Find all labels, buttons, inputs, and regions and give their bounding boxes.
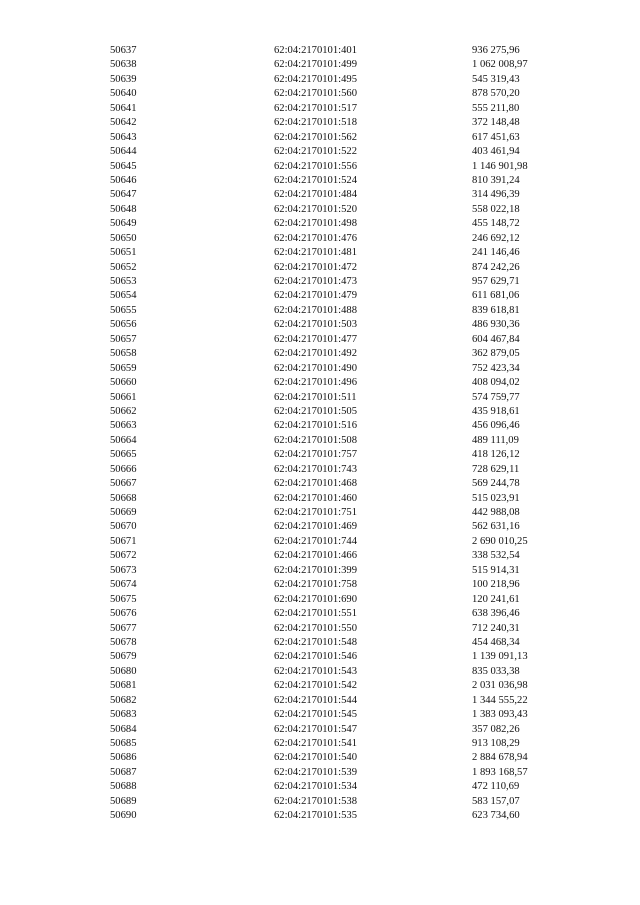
cadastral-value: 752 423,34 — [472, 362, 520, 374]
row-number: 50686 — [110, 752, 137, 764]
cadastral-number: 62:04:2170101:517 — [274, 102, 357, 114]
cadastral-value: 545 319,43 — [472, 73, 520, 85]
table-row — [0, 347, 640, 361]
table-row — [0, 448, 640, 462]
cadastral-value: 1 146 901,98 — [472, 160, 528, 172]
row-number: 50677 — [110, 622, 137, 634]
cadastral-value: 2 884 678,94 — [472, 752, 528, 764]
cadastral-value: 611 681,06 — [472, 290, 520, 302]
table-row — [0, 679, 640, 693]
row-number: 50644 — [110, 146, 137, 158]
cadastral-value: 1 383 093,43 — [472, 709, 528, 721]
cadastral-value: 638 396,46 — [472, 608, 520, 620]
row-number: 50680 — [110, 665, 137, 677]
cadastral-number: 62:04:2170101:520 — [274, 203, 357, 215]
cadastral-number: 62:04:2170101:548 — [274, 636, 357, 648]
cadastral-value: 246 692,12 — [472, 232, 520, 244]
cadastral-number: 62:04:2170101:757 — [274, 449, 357, 461]
cadastral-value: 2 690 010,25 — [472, 535, 528, 547]
cadastral-number: 62:04:2170101:479 — [274, 290, 357, 302]
row-number: 50667 — [110, 478, 137, 490]
table-row — [0, 665, 640, 679]
table-row — [0, 58, 640, 72]
table-row — [0, 232, 640, 246]
cadastral-value: 455 148,72 — [472, 218, 520, 230]
data-table — [0, 44, 640, 824]
cadastral-value: 957 629,71 — [472, 276, 520, 287]
cadastral-number: 62:04:2170101:516 — [274, 420, 357, 432]
row-number: 50638 — [110, 59, 137, 71]
row-number: 50673 — [110, 564, 137, 576]
cadastral-number: 62:04:2170101:460 — [274, 492, 357, 504]
table-row — [0, 304, 640, 318]
cadastral-number: 62:04:2170101:550 — [274, 622, 357, 634]
cadastral-value: 874 242,26 — [472, 261, 520, 273]
cadastral-number: 62:04:2170101:540 — [274, 752, 357, 764]
row-number: 50678 — [110, 636, 137, 648]
table-row — [0, 333, 640, 347]
row-number: 50669 — [110, 507, 137, 518]
row-number: 50671 — [110, 535, 137, 547]
cadastral-number: 62:04:2170101:498 — [274, 218, 357, 230]
table-row — [0, 246, 640, 260]
cadastral-number: 62:04:2170101:544 — [274, 694, 357, 706]
row-number: 50641 — [110, 102, 137, 114]
row-number: 50679 — [110, 651, 137, 663]
cadastral-number: 62:04:2170101:545 — [274, 709, 357, 721]
cadastral-value: 835 033,38 — [472, 665, 520, 677]
row-number: 50651 — [110, 247, 137, 259]
table-row — [0, 376, 640, 390]
cadastral-number: 62:04:2170101:495 — [274, 73, 357, 85]
cadastral-number: 62:04:2170101:484 — [274, 189, 357, 201]
cadastral-number: 62:04:2170101:503 — [274, 319, 357, 331]
cadastral-number: 62:04:2170101:469 — [274, 521, 357, 533]
cadastral-value: 100 218,96 — [472, 579, 520, 591]
row-number: 50657 — [110, 333, 137, 345]
cadastral-value: 403 461,94 — [472, 146, 520, 158]
table-row — [0, 549, 640, 563]
cadastral-value: 712 240,31 — [472, 622, 520, 634]
cadastral-value: 241 146,46 — [472, 247, 520, 259]
table-row — [0, 217, 640, 231]
table-row — [0, 506, 640, 520]
row-number: 50665 — [110, 449, 137, 461]
cadastral-number: 62:04:2170101:505 — [274, 405, 357, 417]
cadastral-value: 472 110,69 — [472, 781, 520, 793]
row-number: 50664 — [110, 434, 137, 446]
table-row — [0, 275, 640, 289]
cadastral-value: 574 759,77 — [472, 391, 520, 403]
cadastral-value: 362 879,05 — [472, 348, 520, 360]
row-number: 50682 — [110, 694, 137, 706]
table-row — [0, 203, 640, 217]
cadastral-number: 62:04:2170101:560 — [274, 88, 357, 100]
cadastral-value: 569 244,78 — [472, 478, 520, 490]
table-row — [0, 44, 640, 58]
table-row — [0, 564, 640, 578]
cadastral-number: 62:04:2170101:541 — [274, 738, 357, 749]
cadastral-value: 435 918,61 — [472, 405, 520, 417]
cadastral-value: 515 914,31 — [472, 564, 520, 576]
table-row — [0, 708, 640, 722]
row-number: 50674 — [110, 579, 137, 591]
cadastral-value: 1 062 008,97 — [472, 59, 528, 71]
cadastral-number: 62:04:2170101:547 — [274, 723, 357, 735]
row-number: 50684 — [110, 723, 137, 735]
table-row — [0, 87, 640, 101]
row-number: 50637 — [110, 45, 137, 56]
row-number: 50649 — [110, 218, 137, 230]
cadastral-number: 62:04:2170101:399 — [274, 564, 357, 576]
row-number: 50676 — [110, 608, 137, 620]
cadastral-value: 562 631,16 — [472, 521, 520, 533]
cadastral-number: 62:04:2170101:401 — [274, 45, 357, 56]
cadastral-number: 62:04:2170101:508 — [274, 434, 357, 446]
cadastral-value: 486 930,36 — [472, 319, 520, 331]
cadastral-number: 62:04:2170101:466 — [274, 550, 357, 562]
row-number: 50652 — [110, 261, 137, 273]
row-number: 50683 — [110, 709, 137, 721]
row-number: 50643 — [110, 131, 137, 143]
table-row — [0, 593, 640, 607]
cadastral-value: 839 618,81 — [472, 304, 520, 316]
cadastral-number: 62:04:2170101:476 — [274, 232, 357, 244]
cadastral-value: 810 391,24 — [472, 174, 520, 186]
cadastral-number: 62:04:2170101:751 — [274, 507, 357, 518]
cadastral-number: 62:04:2170101:468 — [274, 478, 357, 490]
cadastral-number: 62:04:2170101:562 — [274, 131, 357, 143]
cadastral-value: 456 096,46 — [472, 420, 520, 432]
row-number: 50650 — [110, 232, 137, 244]
cadastral-value: 583 157,07 — [472, 795, 520, 807]
table-row — [0, 607, 640, 621]
cadastral-value: 418 126,12 — [472, 449, 520, 461]
table-row — [0, 391, 640, 405]
table-row — [0, 694, 640, 708]
table-row — [0, 362, 640, 376]
row-number: 50670 — [110, 521, 137, 533]
cadastral-value: 489 111,09 — [472, 434, 519, 446]
table-row — [0, 795, 640, 809]
table-row — [0, 405, 640, 419]
row-number: 50639 — [110, 73, 137, 85]
cadastral-number: 62:04:2170101:511 — [274, 391, 357, 403]
cadastral-value: 728 629,11 — [472, 463, 520, 475]
table-row — [0, 188, 640, 202]
cadastral-value: 623 734,60 — [472, 810, 520, 822]
table-row — [0, 535, 640, 549]
row-number: 50646 — [110, 174, 137, 186]
cadastral-value: 357 082,26 — [472, 723, 520, 735]
table-row — [0, 520, 640, 534]
cadastral-number: 62:04:2170101:490 — [274, 362, 357, 374]
row-number: 50663 — [110, 420, 137, 432]
table-row — [0, 636, 640, 650]
cadastral-value: 1 344 555,22 — [472, 694, 528, 706]
table-row — [0, 737, 640, 751]
row-number: 50668 — [110, 492, 137, 504]
cadastral-number: 62:04:2170101:472 — [274, 261, 357, 273]
cadastral-number: 62:04:2170101:524 — [274, 174, 357, 186]
table-row — [0, 145, 640, 159]
row-number: 50645 — [110, 160, 137, 172]
row-number: 50656 — [110, 319, 137, 331]
table-row — [0, 766, 640, 780]
table-row — [0, 289, 640, 303]
row-number: 50647 — [110, 189, 137, 201]
cadastral-number: 62:04:2170101:499 — [274, 59, 357, 71]
row-number: 50662 — [110, 405, 137, 417]
cadastral-number: 62:04:2170101:534 — [274, 781, 357, 793]
row-number: 50642 — [110, 117, 137, 129]
row-number: 50672 — [110, 550, 137, 562]
cadastral-number: 62:04:2170101:543 — [274, 665, 357, 677]
row-number: 50690 — [110, 810, 137, 822]
cadastral-number: 62:04:2170101:546 — [274, 651, 357, 663]
table-row — [0, 419, 640, 433]
table-row — [0, 73, 640, 87]
cadastral-value: 408 094,02 — [472, 377, 520, 389]
cadastral-number: 62:04:2170101:551 — [274, 608, 357, 620]
row-number: 50654 — [110, 290, 137, 302]
table-row — [0, 492, 640, 506]
cadastral-value: 372 148,48 — [472, 117, 520, 129]
table-row — [0, 261, 640, 275]
row-number: 50653 — [110, 276, 137, 287]
table-row — [0, 578, 640, 592]
row-number: 50689 — [110, 795, 137, 807]
cadastral-number: 62:04:2170101:538 — [274, 795, 357, 807]
cadastral-value: 936 275,96 — [472, 45, 520, 56]
table-row — [0, 116, 640, 130]
row-number: 50659 — [110, 362, 137, 374]
row-number: 50687 — [110, 766, 137, 778]
row-number: 50675 — [110, 593, 137, 605]
cadastral-value: 314 496,39 — [472, 189, 520, 201]
table-row — [0, 780, 640, 794]
cadastral-value: 604 467,84 — [472, 333, 520, 345]
cadastral-number: 62:04:2170101:496 — [274, 377, 357, 389]
table-row — [0, 650, 640, 664]
table-row — [0, 622, 640, 636]
table-row — [0, 160, 640, 174]
table-row — [0, 463, 640, 477]
cadastral-number: 62:04:2170101:539 — [274, 766, 357, 778]
row-number: 50666 — [110, 463, 137, 475]
table-row — [0, 477, 640, 491]
cadastral-number: 62:04:2170101:758 — [274, 579, 357, 591]
cadastral-value: 555 211,80 — [472, 102, 520, 114]
row-number: 50640 — [110, 88, 137, 100]
cadastral-value: 913 108,29 — [472, 738, 520, 749]
cadastral-number: 62:04:2170101:488 — [274, 304, 357, 316]
cadastral-number: 62:04:2170101:542 — [274, 680, 357, 692]
cadastral-number: 62:04:2170101:556 — [274, 160, 357, 172]
row-number: 50658 — [110, 348, 137, 360]
cadastral-number: 62:04:2170101:535 — [274, 810, 357, 822]
cadastral-value: 338 532,54 — [472, 550, 520, 562]
cadastral-value: 878 570,20 — [472, 88, 520, 100]
cadastral-value: 1 139 091,13 — [472, 651, 528, 663]
row-number: 50688 — [110, 781, 137, 793]
cadastral-number: 62:04:2170101:492 — [274, 348, 357, 360]
row-number: 50655 — [110, 304, 137, 316]
table-row — [0, 809, 640, 823]
cadastral-value: 454 468,34 — [472, 636, 520, 648]
cadastral-number: 62:04:2170101:690 — [274, 593, 357, 605]
row-number: 50661 — [110, 391, 137, 403]
row-number: 50685 — [110, 738, 137, 749]
cadastral-number: 62:04:2170101:473 — [274, 276, 357, 287]
table-row — [0, 174, 640, 188]
cadastral-value: 442 988,08 — [472, 507, 520, 518]
cadastral-value: 515 023,91 — [472, 492, 520, 504]
cadastral-number: 62:04:2170101:481 — [274, 247, 357, 259]
table-row — [0, 102, 640, 116]
cadastral-number: 62:04:2170101:477 — [274, 333, 357, 345]
row-number: 50681 — [110, 680, 137, 692]
cadastral-number: 62:04:2170101:518 — [274, 117, 357, 129]
table-row — [0, 723, 640, 737]
cadastral-value: 1 893 168,57 — [472, 766, 528, 778]
cadastral-value: 2 031 036,98 — [472, 680, 528, 692]
row-number: 50648 — [110, 203, 137, 215]
table-row — [0, 434, 640, 448]
cadastral-number: 62:04:2170101:522 — [274, 146, 357, 158]
row-number: 50660 — [110, 377, 137, 389]
table-row — [0, 318, 640, 332]
cadastral-number: 62:04:2170101:743 — [274, 463, 357, 475]
table-row — [0, 751, 640, 765]
cadastral-value: 558 022,18 — [472, 203, 520, 215]
cadastral-value: 617 451,63 — [472, 131, 520, 143]
table-row — [0, 131, 640, 145]
cadastral-number: 62:04:2170101:744 — [274, 535, 357, 547]
cadastral-value: 120 241,61 — [472, 593, 520, 605]
